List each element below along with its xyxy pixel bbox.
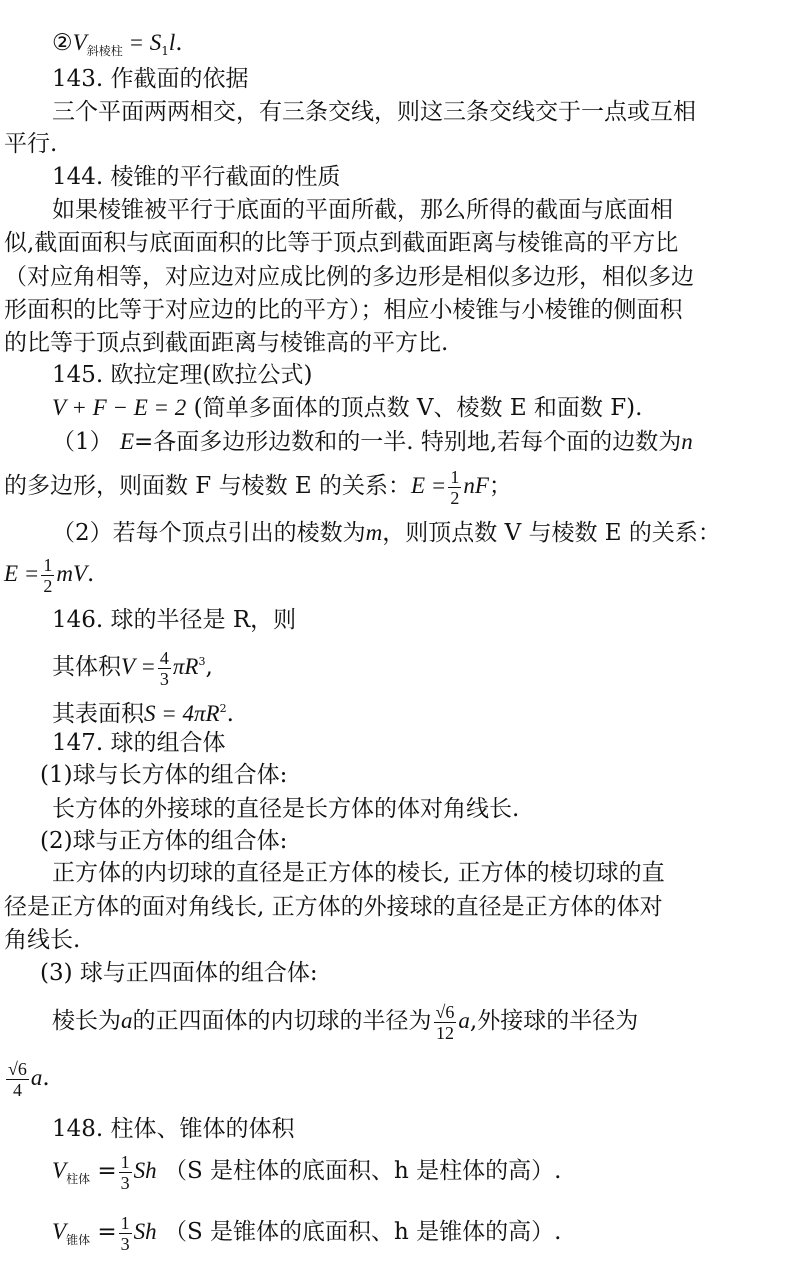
tetrahedron-line: 棱长为a的正四面体的内切球的半径为 $\frac{√6}{12}$ a,外接球的半径为 xyxy=(52,1001,639,1043)
paragraph-line: 径是正方体的面对角线长, 正方体的外接球的直径是正方体的体对 xyxy=(4,894,663,920)
sphere-volume-line: 其体积V = $\frac{4}{3}$ $\pi R^3$, xyxy=(52,647,213,689)
paragraph-line: 正方体的内切球的直径是正方体的棱长, 正方体的棱切球的直 xyxy=(52,860,665,886)
paragraph-line: 似,截面面积与底面面积的比等于顶点到截面距离与棱锥高的平方比 xyxy=(4,230,679,256)
paragraph-line: 三个平面两两相交，有三条交线，则这三条交线交于一点或互相 xyxy=(52,99,696,125)
paragraph-line: （2）若每个顶点引出的棱数为m，则顶点数 V 与棱数 E 的关系： xyxy=(52,520,721,546)
paragraph-line: （对应角相等，对应边对应成比例的多边形是相似多边形，相似多边 xyxy=(4,264,694,290)
heading-146: 146. 球的半径是 R，则 xyxy=(52,607,297,633)
paragraph-line: （1） E=各面多边形边数和的一半. 特别地,若每个面的边数为n xyxy=(52,429,693,455)
paragraph-line: 如果棱锥被平行于底面的平面所截，那么所得的截面与底面相 xyxy=(52,197,673,223)
fraction: $\frac{1}{2}$ xyxy=(450,466,460,508)
heading-148: 148. 柱体、锥体的体积 xyxy=(52,1116,295,1142)
heading-145: 145. 欧拉定理(欧拉公式) xyxy=(52,362,313,388)
fraction: $\frac{4}{3}$ xyxy=(159,647,169,689)
heading-143: 143. 作截面的依据 xyxy=(52,66,249,92)
paragraph-line: 角线长. xyxy=(4,927,81,953)
heading-144: 144. 棱锥的平行截面的性质 xyxy=(52,164,341,190)
paragraph-line: 的多边形，则面数 F 与棱数 E 的关系：E = $\frac{1}{2}$ nF； xyxy=(4,466,512,508)
paragraph-line: 形面积的比等于对应边的比的平方）；相应小棱锥与小棱锥的侧面积 xyxy=(4,297,683,323)
sphere-surface-line: 其表面积$S = 4\pi R^2$. xyxy=(52,701,234,727)
pyramid-volume-line: $V_{锥体}$ = $\frac{1}{3}$ Sh （S 是锥体的底面积、h 是锥体的高）. xyxy=(52,1212,562,1254)
fraction: $\frac{1}{2}$ xyxy=(43,554,53,596)
subheading: (3) 球与正四面体的组合体: xyxy=(40,960,318,986)
subheading: (1)球与长方体的组合体: xyxy=(40,762,288,788)
fraction: $\frac{√6}{4}$ xyxy=(8,1058,27,1100)
paragraph-line: 平行. xyxy=(4,131,58,157)
fraction: $\frac{1}{3}$ xyxy=(120,1151,130,1193)
fraction: $\frac{1}{3}$ xyxy=(120,1212,130,1254)
paragraph-line: 的比等于顶点到截面距离与棱锥高的平方比. xyxy=(4,330,449,356)
prism-volume-line: $V_{柱体}$ = $\frac{1}{3}$ Sh （S 是柱体的底面积、h 是柱体的高）. xyxy=(52,1151,562,1193)
euler-formula-line: V + F − E = 2 (简单多面体的顶点数 V、棱数 E 和面数 F). xyxy=(52,395,643,421)
subheading: (2)球与正方体的组合体: xyxy=(40,828,288,854)
heading-147: 147. 球的组合体 xyxy=(52,730,226,756)
fraction: $\frac{√6}{12}$ xyxy=(435,1001,455,1043)
formula-oblique-prism: $②V_{斜棱柱} = S_1l$. xyxy=(52,30,183,58)
paragraph-line: E = $\frac{1}{2}$ mV. xyxy=(4,554,95,596)
tetrahedron-line: $\frac{√6}{4}$ a. xyxy=(8,1058,50,1100)
paragraph-line: 长方体的外接球的直径是长方体的体对角线长. xyxy=(52,796,520,822)
